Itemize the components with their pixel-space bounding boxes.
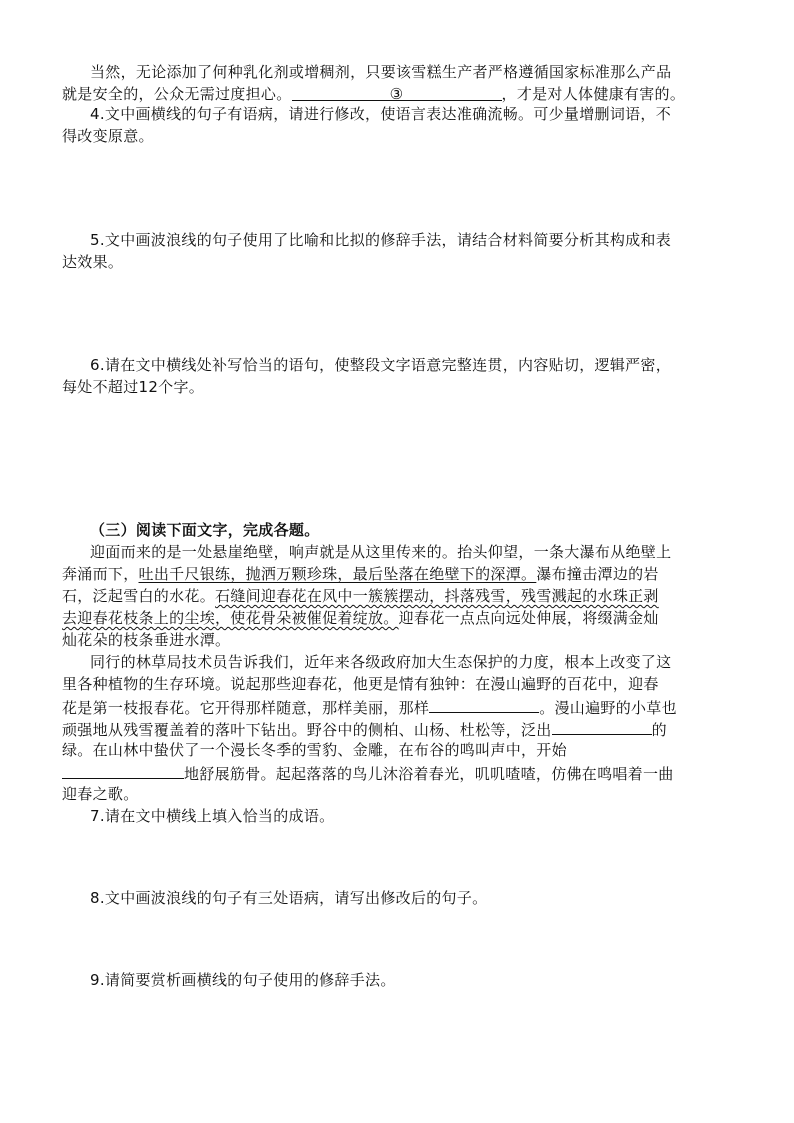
reading-line: 灿花朵的枝条垂进水潭。 [62, 631, 231, 649]
reading-line: 里各种植物的生存环境。说起那些迎春花，他更是情有独钟：在漫山遍野的百花中，迎春 [62, 675, 659, 693]
wavy-sentence: 去迎春花枝条上的尘埃，使花骨朵被催促着绽放。 [62, 609, 399, 627]
reading-line [62, 586, 659, 606]
reading-text: 的 [651, 721, 667, 739]
reading-line [62, 564, 659, 584]
passage-text: ，才是对人体健康有害的。 [501, 85, 686, 103]
reading-text: 石，泛起雪白的水花。 [62, 587, 216, 605]
question-4: 4.文中画横线的句子有语病，请进行修改，使语言表达准确流畅。可少量增删词语，不 [90, 105, 672, 123]
question-5: 5.文中画波浪线的句子使用了比喻和比拟的修辞手法，请结合材料简要分析其构成和表 [90, 231, 672, 249]
reading-line [62, 696, 677, 718]
fill-blank[interactable] [62, 762, 184, 779]
reading-line: 绿。在山林中蛰伏了一个漫长冬季的雪豹、金雕，在布谷的鸣叫声中，开始 [62, 741, 567, 759]
passage-line: 当然，无论添加了何种乳化剂或增稠剂，只要该雪糕生产者严格遵循国家标准那么产品 [90, 63, 672, 81]
reading-line: 迎春之歌。 [62, 785, 139, 803]
reading-line [62, 718, 667, 740]
reading-text: 迎春花一点点向远处伸展，将缀满金灿 [398, 609, 659, 627]
question-9: 9.请简要赏析画横线的句子使用的修辞手法。 [90, 971, 396, 989]
passage-line [62, 84, 685, 104]
fill-blank[interactable] [552, 718, 652, 735]
reading-text: 奔涌而下， [62, 565, 139, 583]
reading-line [62, 762, 674, 784]
question-7: 7.请在文中横线上填入恰当的成语。 [90, 807, 335, 825]
passage-text: 就是安全的，公众无需过度担心。 [62, 85, 292, 103]
reading-text: 顽强地从残雪覆盖着的落叶下钻出。野谷中的侧柏、山杨、杜松等，泛出 [62, 721, 552, 739]
wavy-sentence: 石缝间迎春花在风中一簇簇摆动，抖落残雪，残雪溅起的水珠正剥 [215, 587, 659, 605]
question-8: 8.文中画波浪线的句子有三处语病，请写出修改后的句子。 [90, 889, 488, 907]
question-4-cont: 得改变原意。 [62, 127, 154, 145]
question-6-cont: 每处不超过12个字。 [62, 378, 205, 396]
underlined-sentence: 吐出千尺银练，抛洒万颗珍珠，最后坠落在绝壁下的深潭。 [138, 565, 537, 583]
reading-text: 。漫山遍野的小草也 [539, 699, 677, 717]
question-5-cont: 达效果。 [62, 253, 124, 271]
reading-text: 瀑布撞击潭边的岩 [536, 565, 659, 583]
question-6: 6.请在文中横线处补写恰当的语句，使整段文字语意完整连贯，内容贴切，逻辑严密， [90, 356, 672, 374]
reading-line [62, 608, 659, 628]
section-3-heading: （三）阅读下面文字，完成各题。 [90, 521, 320, 539]
reading-line: 迎面而来的是一处悬崖绝壁，响声就是从这里传来的。抬头仰望，一条大瀑布从绝壁上 [90, 543, 672, 561]
fill-blank[interactable] [429, 696, 539, 713]
reading-text: 花是第一枝报春花。它开得那样随意，那样美丽，那样 [62, 699, 430, 717]
reading-line: 同行的林草局技术员告诉我们，近年来各级政府加大生态保护的力度，根本上改变了这 [90, 653, 672, 671]
fill-blank-3[interactable]: ③ [292, 84, 502, 101]
reading-text: 地舒展筋骨。起起落落的鸟儿沐浴着春光，叽叽喳喳，仿佛在鸣唱着一曲 [184, 765, 674, 783]
